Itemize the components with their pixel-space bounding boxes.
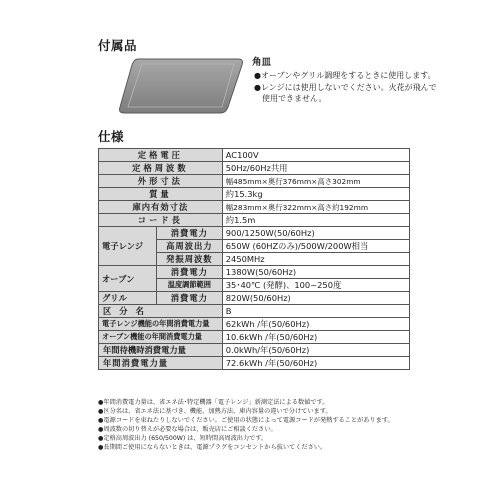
spec-value: 50Hz/60Hz共用	[222, 162, 409, 175]
spec-value: 2450MHz	[222, 253, 409, 266]
table-row	[99, 318, 410, 331]
spec-value: 35･40℃ (発酵)、100~250度	[222, 279, 409, 292]
spec-sublabel: 発振周波数	[156, 253, 222, 266]
table-row	[99, 357, 410, 370]
spec-label: コード長	[99, 214, 223, 227]
table-row	[99, 266, 410, 279]
table-row	[99, 149, 410, 162]
spec-label: 区分名	[99, 305, 223, 318]
tray-name: 角皿	[252, 57, 272, 68]
spec-value: AC100V	[222, 149, 409, 162]
spec-label: オーブン機能の年間消費電力量	[99, 331, 223, 344]
spec-sublabel: 消費電力	[156, 292, 222, 305]
tray-illustration	[116, 55, 248, 117]
footnote: ●長期間ご使用にならないときは、電源プラグをコンセントから抜いてください。	[98, 444, 327, 451]
footnote: ●定格高周波出力 (650/500W) は、短時間高周波出力です。	[98, 435, 268, 442]
spec-value: 72.6kWh /年(50/60Hz)	[222, 357, 409, 370]
spec-sublabel: 消費電力	[156, 266, 222, 279]
spec-value: 幅485mm×奥行376mm×高さ302mm	[222, 175, 409, 188]
table-row	[99, 188, 410, 201]
spec-label: 質量	[99, 188, 223, 201]
specs-title: 仕様	[98, 129, 125, 144]
table-row	[99, 292, 410, 305]
spec-label: 電子レンジ機能の年間消費電力量	[99, 318, 223, 331]
table-row	[99, 162, 410, 175]
spec-group-oven: オーブン	[99, 266, 157, 292]
spec-value: 62kWh /年(50/60Hz)	[222, 318, 409, 331]
spec-value: 650W (60HZのみ)/500W/200W相当	[222, 240, 409, 253]
table-row	[99, 227, 410, 240]
tray-note: ●レンジには使用しないでください。火花が飛んで使用できません。	[254, 82, 437, 103]
spec-value: 0.0kWh/年(50/60Hz)	[222, 344, 409, 357]
spec-sublabel: 温度調節範囲	[156, 279, 222, 292]
footnote: ●年間消費電力量は、省エネ法･特定機器「電子レンジ」新測定法による数値です。	[98, 399, 329, 406]
footnote: ●電源コードを束ねたりしないでください。ご使用の状態によって電源コードが発熱することがあります。	[98, 417, 394, 424]
spec-label: 庫内有効寸法	[99, 201, 223, 214]
spec-group-grill: グリル	[99, 292, 157, 305]
spec-label: 定格周波数	[99, 162, 223, 175]
spec-sublabel: 消費電力	[156, 227, 222, 240]
spec-value: 幅283mm×奥行322mm×高さ約192mm	[222, 201, 409, 214]
spec-label: 定格電圧	[99, 149, 223, 162]
spec-group-range: 電子レンジ	[99, 227, 157, 266]
spec-value: 900/1250W(50/60Hz)	[222, 227, 409, 240]
tray-icon	[116, 55, 248, 117]
spec-value: 10.6kWh /年(50/60Hz)	[222, 331, 409, 344]
footnotes	[98, 398, 398, 452]
spec-value: 1380W(50/60Hz)	[222, 266, 409, 279]
spec-label: 年間消費電力量	[99, 357, 223, 370]
table-row	[99, 331, 410, 344]
spec-table	[98, 148, 410, 370]
spec-label: 外形寸法	[99, 175, 223, 188]
table-row	[99, 201, 410, 214]
table-row	[99, 344, 410, 357]
spec-sublabel: 高周波出力	[156, 240, 222, 253]
table-row	[99, 214, 410, 227]
footnote: ●周波数の切り替えが必要な場合は、販売店にご相談ください。	[98, 426, 277, 433]
table-row	[99, 175, 410, 188]
spec-value: 約15.3kg	[222, 188, 409, 201]
table-row	[99, 305, 410, 318]
spec-label: 年間待機時消費電力量	[99, 344, 223, 357]
tray-notes	[254, 70, 444, 105]
spec-value: 約1.5m	[222, 214, 409, 227]
spec-value: B	[222, 305, 409, 318]
tray-note: ●オーブンやグリル調理をするときに使用します。	[254, 71, 436, 80]
spec-value: 820W(50/60Hz)	[222, 292, 409, 305]
footnote: ●区分名は、省エネ法に基づき、機能、加熱方法、庫内容量の違いで分けています。	[98, 408, 332, 415]
accessories-title: 付属品	[98, 38, 138, 53]
